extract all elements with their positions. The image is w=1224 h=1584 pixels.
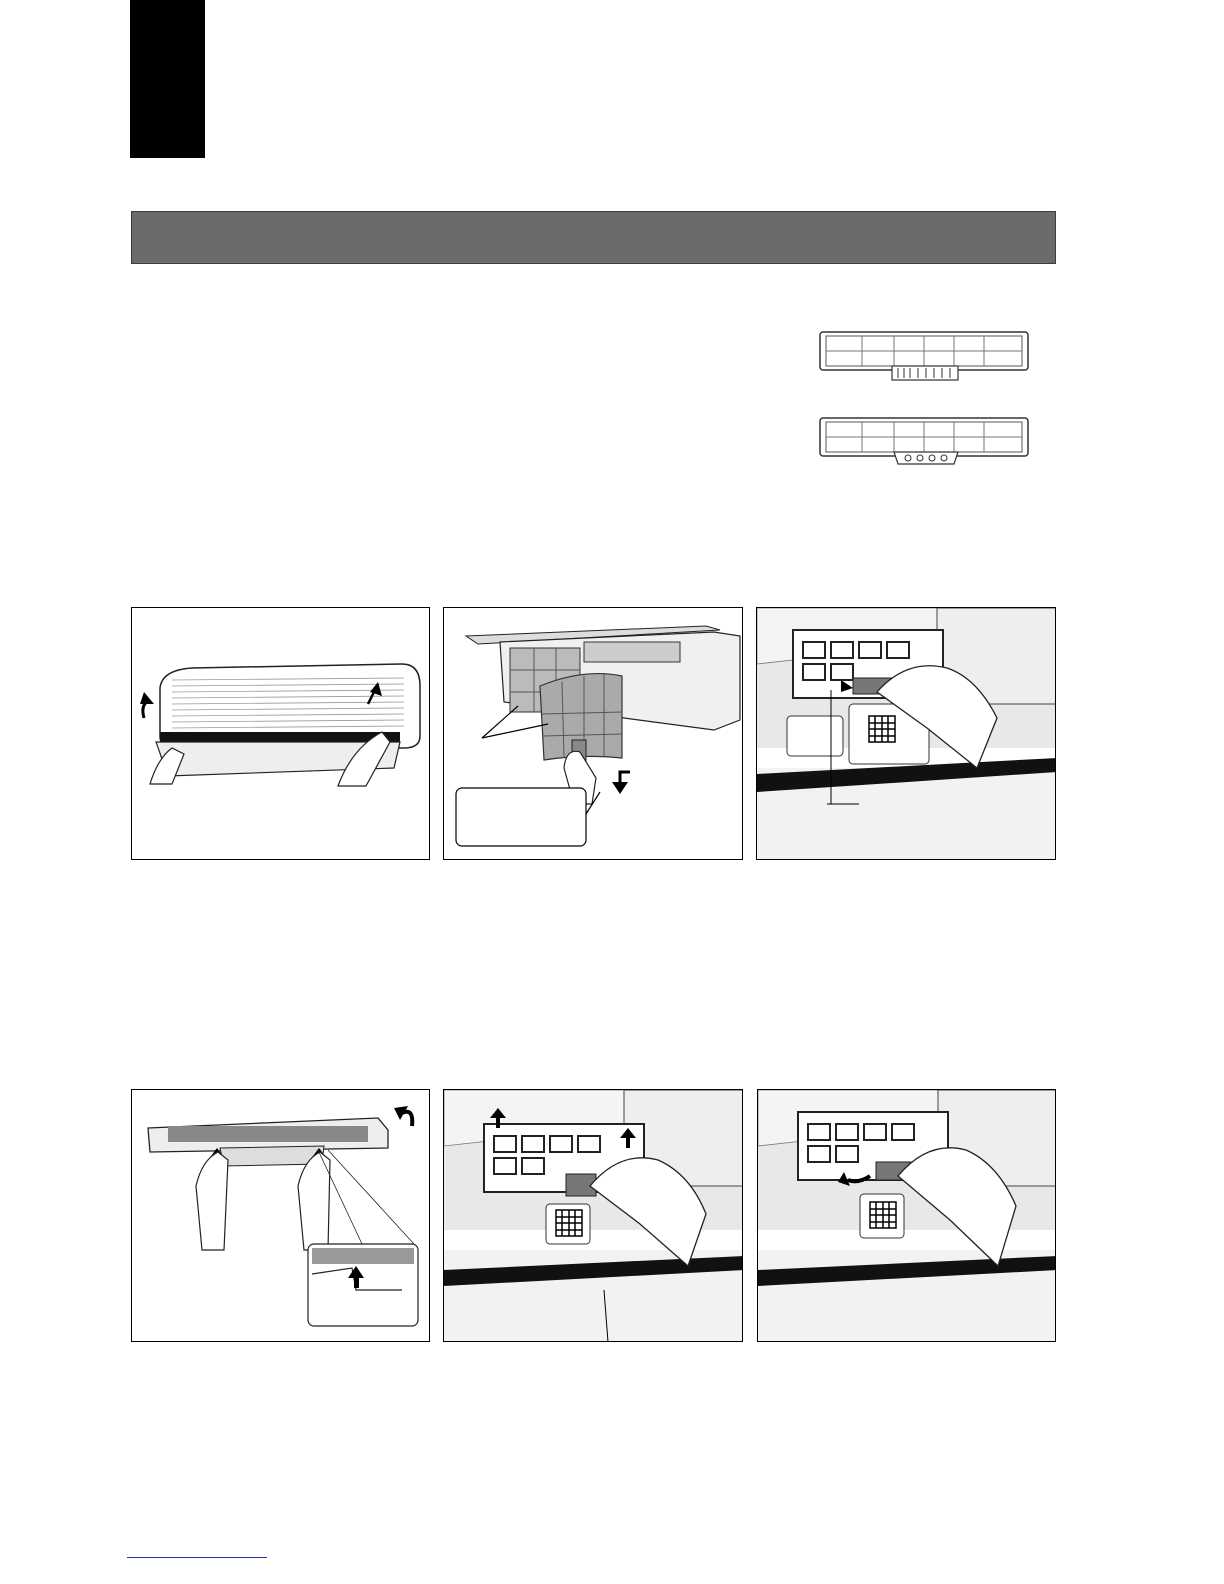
section-heading-bar — [131, 211, 1056, 264]
filter-tab-close-up-illustration — [757, 608, 1056, 860]
filter-type-b-illustration — [818, 412, 1030, 470]
figure-step-1-panel — [131, 607, 430, 860]
remove-filter-illustration — [444, 608, 743, 860]
figure-step-4-panel — [131, 1089, 430, 1342]
figure-step-6-panel — [757, 1089, 1056, 1342]
language-tab — [130, 0, 205, 158]
open-front-panel-illustration — [132, 608, 430, 860]
figure-step-2-panel — [443, 607, 743, 860]
close-front-panel-illustration — [132, 1090, 430, 1342]
lock-filter-illustration — [758, 1090, 1056, 1342]
filter-type-a-illustration — [818, 326, 1030, 384]
figure-step-3-panel — [756, 607, 1056, 860]
footer-link-underline[interactable] — [127, 1557, 267, 1558]
insert-filter-illustration — [444, 1090, 743, 1342]
figure-step-5-panel — [443, 1089, 743, 1342]
